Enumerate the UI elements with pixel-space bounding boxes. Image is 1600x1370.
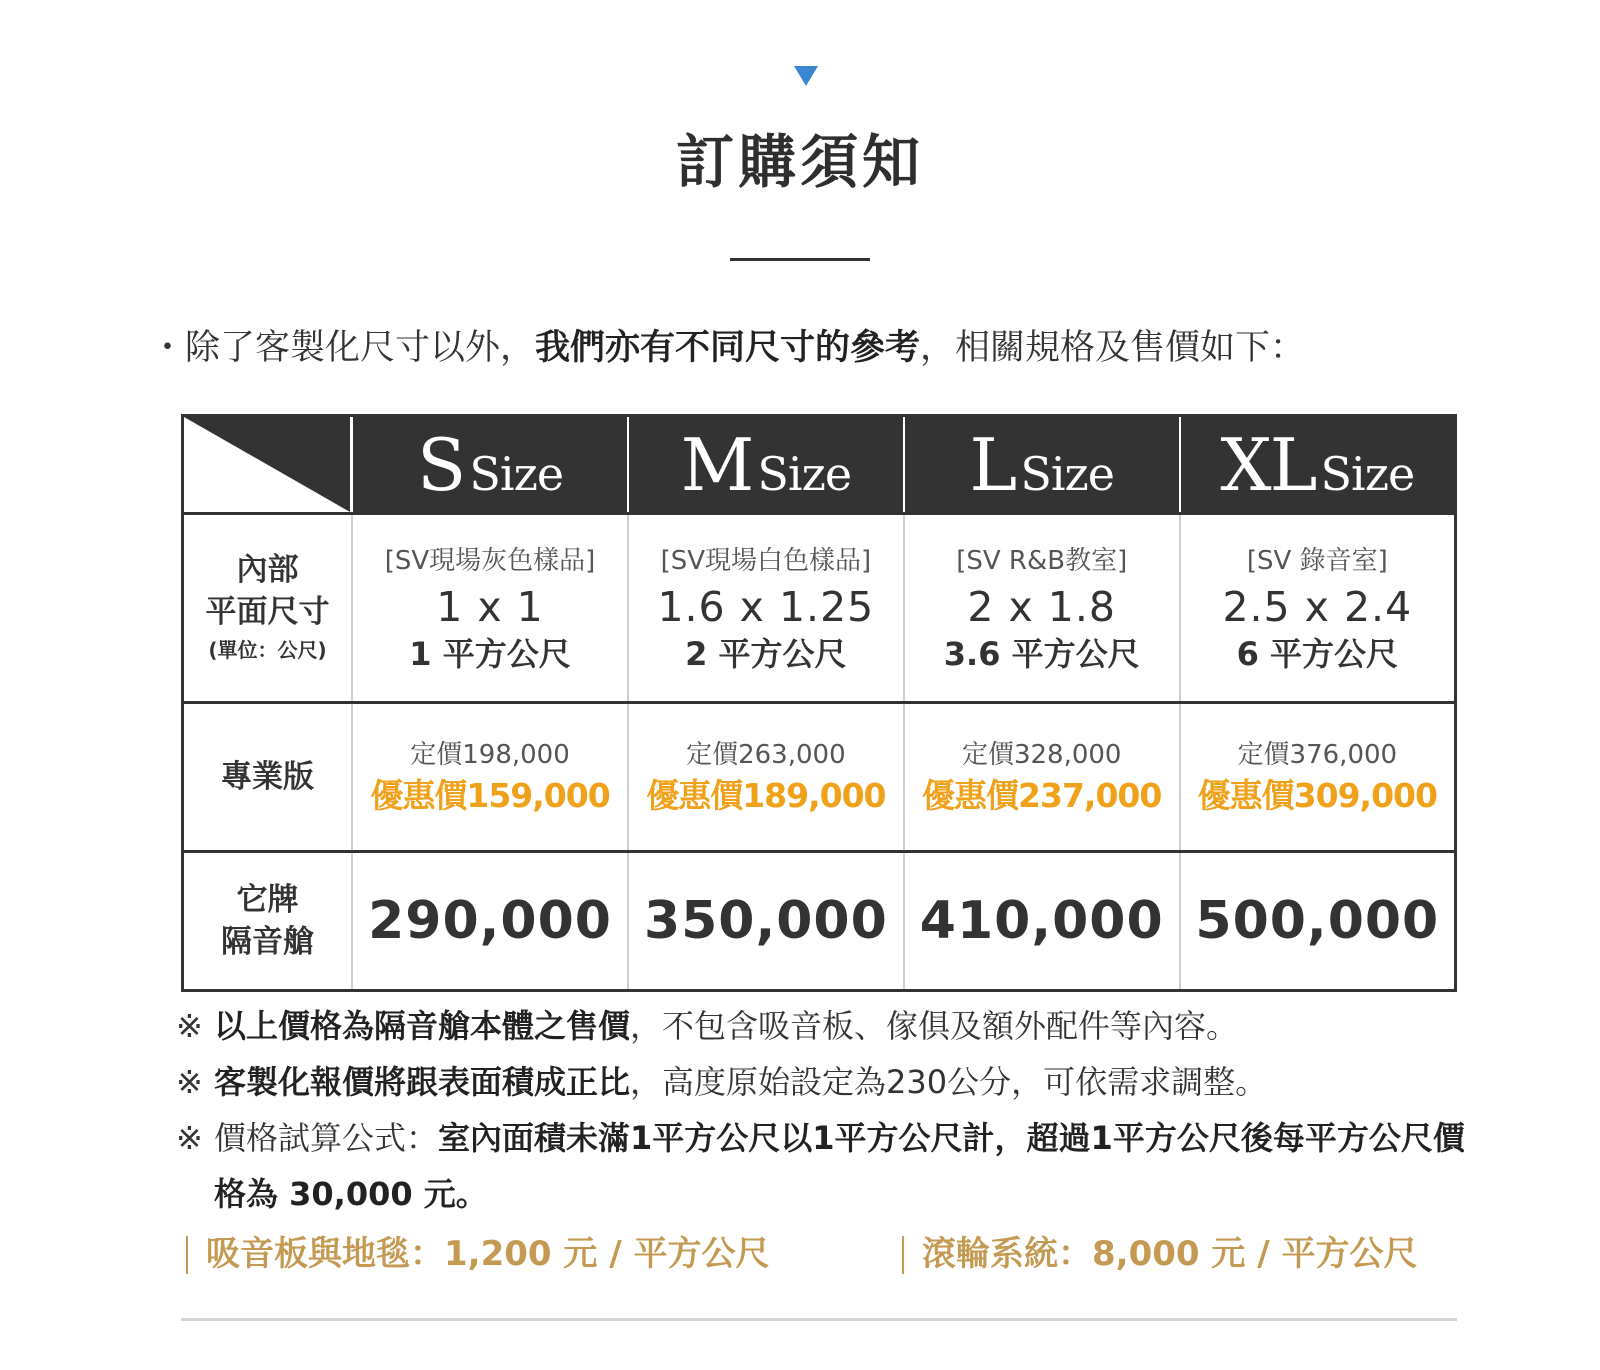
note-text: 價格試算公式： (214, 1119, 439, 1157)
row-label-line: 它牌 (236, 882, 299, 918)
price-cell-m (628, 703, 904, 852)
page-title: 訂購須知 (675, 128, 924, 196)
reference-mark-icon: ※ (176, 1119, 203, 1157)
other-price-m: 350,000 (628, 852, 904, 991)
other-price-l: 410,000 (904, 852, 1180, 991)
reference-mark-icon: ※ (176, 1063, 203, 1101)
dims-cell-s (352, 514, 628, 703)
size-price-table (181, 414, 1457, 992)
notes-list (176, 998, 1466, 1222)
note-item (176, 1110, 1466, 1222)
gold-divider (186, 1236, 188, 1274)
area-value: 6 平方公尺 (1236, 635, 1399, 673)
dims-cell-m (628, 514, 904, 703)
note-bold: 以上價格為隔音艙本體之售價 (214, 1007, 631, 1045)
row-label-dimensions (183, 514, 353, 703)
size-letter: L (969, 422, 1016, 507)
intro-text-b: ，相關規格及售價如下： (920, 328, 1306, 368)
size-letter: S (416, 422, 465, 507)
promo-price: 優惠價309,000 (1197, 776, 1437, 815)
bottom-divider (181, 1318, 1457, 1321)
sample-label: [SV現場灰色樣品] (384, 546, 596, 576)
dimensions-value: 2 x 1.8 (967, 583, 1117, 631)
size-letter: M (680, 422, 753, 507)
price-cell-xl (1180, 703, 1456, 852)
list-price: 定價328,000 (961, 740, 1122, 770)
dims-cell-l (904, 514, 1180, 703)
table-row-pro-edition (183, 703, 1456, 852)
row-label-line: 內部 (236, 552, 299, 588)
list-price: 定價376,000 (1237, 740, 1398, 770)
row-label-other-brand (183, 852, 353, 991)
row-label-line: 隔音艙 (221, 924, 315, 960)
sample-label: [SV現場白色樣品] (660, 546, 872, 576)
dims-cell-xl (1180, 514, 1456, 703)
size-letter: XL (1220, 422, 1316, 507)
note-item (176, 998, 1466, 1054)
dimensions-value: 1.6 x 1.25 (657, 583, 875, 631)
down-arrow-icon (794, 66, 818, 86)
row-label-line: 平面尺寸 (205, 594, 330, 630)
list-price: 定價263,000 (686, 740, 846, 770)
intro-text-a: 除了客製化尺寸以外， (185, 328, 536, 368)
other-price-s: 290,000 (352, 852, 628, 991)
column-header-l (904, 416, 1180, 514)
corner-cell (183, 416, 353, 514)
promo-price: 優惠價159,000 (370, 776, 610, 815)
column-header-s (352, 416, 628, 514)
price-cell-s (352, 703, 628, 852)
sample-label: [SV 錄音室] (1246, 546, 1388, 576)
note-bold: 室內面積未滿1平方公尺以1平方公尺計，超過1平方公尺後每平方公尺價格為 30,000 元。 (214, 1119, 1465, 1213)
table-header-row (183, 416, 1456, 514)
size-word: Size (1020, 446, 1114, 501)
promo-price: 優惠價237,000 (922, 776, 1162, 815)
row-label-unit: (單位：公尺) (208, 638, 327, 662)
table-row-other-brand (183, 852, 1456, 991)
addon-wheels-price (902, 1226, 1417, 1282)
column-header-xl (1180, 416, 1456, 514)
intro-text (150, 320, 1480, 376)
note-item (176, 1054, 1466, 1110)
row-label-pro: 專業版 (183, 703, 353, 852)
area-value: 2 平方公尺 (685, 635, 847, 673)
note-text: ，高度原始設定為230公分，可依需求調整。 (630, 1063, 1268, 1101)
intro-text-bold: 我們亦有不同尺寸的參考 (535, 328, 921, 368)
dimensions-value: 1 x 1 (436, 583, 544, 631)
size-word: Size (1320, 446, 1415, 501)
addon-text: 吸音板與地毯：1,200 元 / 平方公尺 (206, 1234, 770, 1274)
dimensions-value: 2.5 x 2.4 (1222, 583, 1413, 631)
size-word: Size (757, 446, 852, 501)
price-cell-l (904, 703, 1180, 852)
column-header-m (628, 416, 904, 514)
addon-panel-price (186, 1226, 769, 1282)
area-value: 3.6 平方公尺 (943, 635, 1140, 673)
note-bold: 客製化報價將跟表面積成正比 (214, 1063, 631, 1101)
gold-divider (902, 1236, 904, 1274)
other-price-xl: 500,000 (1180, 852, 1456, 991)
area-value: 1 平方公尺 (409, 635, 571, 673)
intro-bullet: ・ (150, 328, 186, 368)
note-text: ，不包含吸音板、傢俱及額外配件等內容。 (630, 1007, 1239, 1045)
table-row-dimensions (183, 514, 1456, 703)
promo-price: 優惠價189,000 (646, 776, 886, 815)
addon-text: 滾輪系統：8,000 元 / 平方公尺 (922, 1234, 1418, 1274)
reference-mark-icon: ※ (176, 1007, 203, 1045)
title-divider (730, 258, 870, 261)
corner-diagonal (184, 417, 350, 512)
size-word: Size (469, 446, 564, 501)
sample-label: [SV R&B教室] (956, 546, 1128, 576)
list-price: 定價198,000 (410, 740, 570, 770)
